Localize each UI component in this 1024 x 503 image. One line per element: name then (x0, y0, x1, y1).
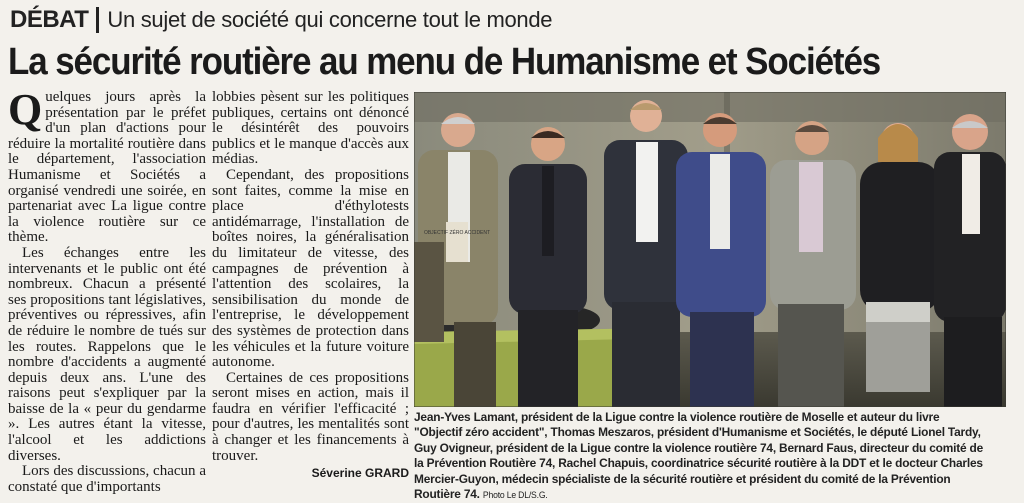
photo-credit: Photo Le DL/S.G. (482, 490, 548, 501)
book-title: OBJECTIF ZÉRO ACCIDENT (423, 230, 491, 236)
person-7 (934, 114, 1006, 407)
article-column-1 (8, 90, 206, 498)
person-5 (770, 121, 856, 407)
article-paragraph: Quelques jours après la présentation par le préfet d'un plan d'actions pour réduire la mortalité routière dans le département, l'association Humanisme et Sociétés a organisé vendredi une soirée, en partenariat avec La ligue contre la violence routière sur ce thème. (8, 90, 206, 246)
article-paragraph: lobbies pèsent sur les politiques publiques, certains ont dénoncé le désintérêt des pouvoirs publics et le manque d'accès aux médias. (212, 90, 409, 168)
article-paragraph: Cependant, des propositions sont faites, comme la mise en place d'éthylotests antidémarrage, l'installation de boîtes noires, la généralisation du limitateur de vitesse, des campagnes de prévention à l'attention des scolaires, la sensibilisation du monde de l'entreprise, le développement des systèmes de protection dans les véhicules et la future voiture autonome. (212, 166, 409, 371)
article-paragraph: Certaines de ces propositions seront mises en action, mais il faudra en vérifier l'efficacité ; pour d'autres, les mentalités sont à changer et les financements à trouver. (212, 369, 409, 464)
article-headline: La sécurité routière au menu de Humanisme et Sociétés (8, 41, 881, 83)
article-paragraph: Les échanges entre les intervenants et le public ont été nombreux. Chacun a présenté ses propositions tant législatives, préventives ou répressives, afin de réduire le nombre de tués sur les routes. Rappelons que le nombre d'accidents a augmenté depuis deux ans. L'une des raisons peut s'expliquer par la baisse de la « peur du gendarme ». Les autres étant la vitesse, l'alcool et les addictions diverses. (8, 244, 206, 464)
person-2 (509, 127, 587, 407)
article-kicker (10, 6, 552, 34)
article-column-2 (212, 90, 409, 498)
article-subtitle: Un sujet de société qui concerne tout le monde (107, 7, 553, 32)
author-signature: Séverine GRARD (311, 466, 409, 481)
book-held (446, 222, 468, 262)
kicker-divider (96, 7, 99, 33)
caption-text: Jean-Yves Lamant, président de la Ligue contre la violence routière de Moselle et auteur du livre "Objectif zéro accident", Thomas Meszaros, président d'Humanisme et Sociétés, le député Lionel Tardy, Guy Ovigneur, président de la Ligue contre la violence routière 74, Bernard Faus, directeur du comité de la Prévention Routière 74, Rachel Chapuis, coordinatrice sécurité routière à la DDT et le docteur Charles Mercier-Guyon, médecin spécialiste de la sécurité routière et président du comité de la Prévention Routière 74. (414, 410, 984, 502)
group-photo (414, 92, 1006, 407)
article-paragraph: Lors des discussions, chacun a constaté que d'importants (8, 463, 206, 495)
section-tag: DÉBAT (10, 6, 89, 33)
person-3 (604, 100, 688, 407)
photo-caption (414, 410, 990, 503)
group-photo-illustration (414, 92, 1006, 407)
drop-cap: Q (8, 90, 43, 134)
